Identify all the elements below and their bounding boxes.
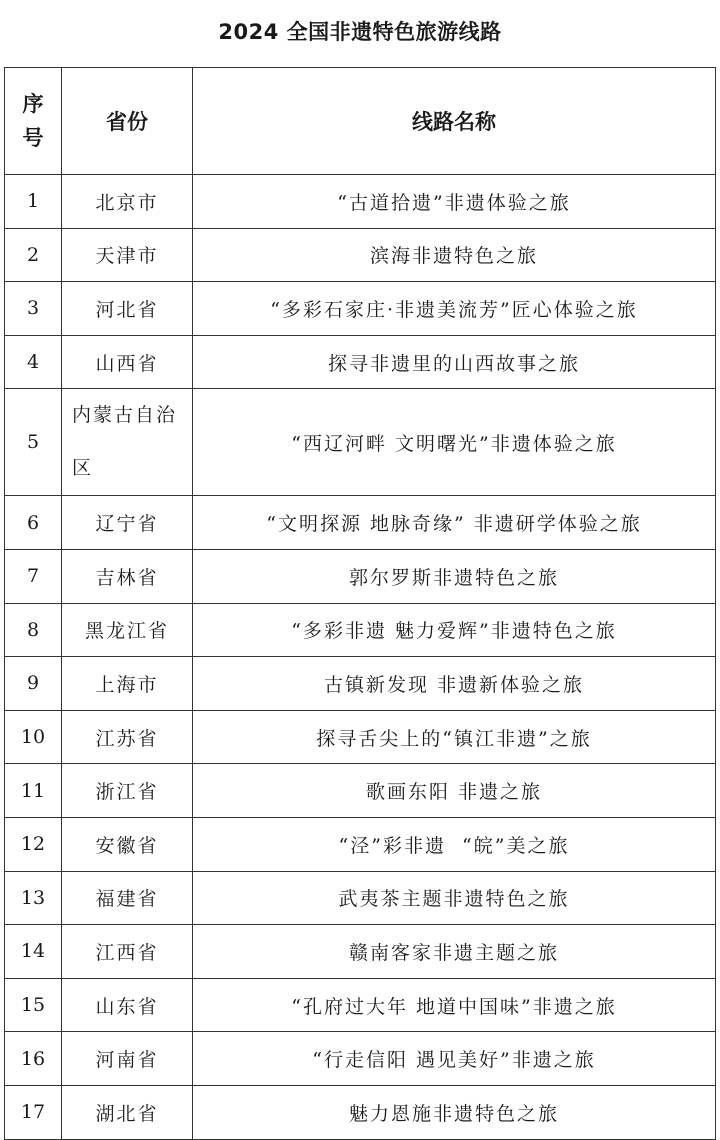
row-route-name: 古镇新发现 非遗新体验之旅 [193, 657, 716, 711]
row-province: 安徽省 [62, 817, 193, 871]
table-row [5, 228, 716, 282]
row-province: 黑龙江省 [62, 603, 193, 657]
row-route-name: 歌画东阳 非遗之旅 [193, 764, 716, 818]
header-province: 省份 [62, 68, 193, 175]
row-province: 江西省 [62, 925, 193, 979]
row-number: 16 [5, 1032, 62, 1086]
row-number: 13 [5, 871, 62, 925]
table-row [5, 657, 716, 711]
row-province: 河北省 [62, 282, 193, 336]
table-row [5, 710, 716, 764]
row-province: 山西省 [62, 335, 193, 389]
table-row [5, 871, 716, 925]
row-number: 17 [5, 1085, 62, 1139]
row-route-name: 魅力恩施非遗特色之旅 [193, 1085, 716, 1139]
row-number: 7 [5, 549, 62, 603]
table-row [5, 175, 716, 229]
table-row [5, 496, 716, 550]
table-row [5, 925, 716, 979]
row-route-name: 赣南客家非遗主题之旅 [193, 925, 716, 979]
row-province: 山东省 [62, 978, 193, 1032]
header-serial-number-line1: 序 [22, 92, 44, 116]
row-province: 天津市 [62, 228, 193, 282]
table-row [5, 603, 716, 657]
header-serial-number-line2: 号 [22, 126, 44, 150]
row-province: 浙江省 [62, 764, 193, 818]
row-route-name: 探寻舌尖上的“镇江非遗”之旅 [193, 710, 716, 764]
table-row [5, 764, 716, 818]
row-province: 上海市 [62, 657, 193, 711]
row-number: 10 [5, 710, 62, 764]
row-number: 5 [5, 389, 62, 496]
table-row [5, 817, 716, 871]
row-number: 4 [5, 335, 62, 389]
row-province: 福建省 [62, 871, 193, 925]
row-route-name: “古道拾遗”非遗体验之旅 [193, 175, 716, 229]
table-header-row [5, 68, 716, 175]
header-route-name: 线路名称 [193, 68, 716, 175]
row-number: 12 [5, 817, 62, 871]
table-row [5, 549, 716, 603]
row-route-name: 武夷茶主题非遗特色之旅 [193, 871, 716, 925]
row-route-name: “文明探源 地脉奇缘” 非遗研学体验之旅 [193, 496, 716, 550]
row-number: 11 [5, 764, 62, 818]
row-number: 1 [5, 175, 62, 229]
row-route-name: 滨海非遗特色之旅 [193, 228, 716, 282]
row-route-name: “西辽河畔 文明曙光”非遗体验之旅 [193, 389, 716, 496]
row-number: 14 [5, 925, 62, 979]
row-province: 辽宁省 [62, 496, 193, 550]
table-row [5, 282, 716, 336]
table-row [5, 335, 716, 389]
row-route-name: “孔府过大年 地道中国味”非遗之旅 [193, 978, 716, 1032]
table-row [5, 1032, 716, 1086]
row-number: 2 [5, 228, 62, 282]
row-route-name: “行走信阳 遇见美好”非遗之旅 [193, 1032, 716, 1086]
row-number: 9 [5, 657, 62, 711]
row-province: 湖北省 [62, 1085, 193, 1139]
row-province: 河南省 [62, 1032, 193, 1086]
row-number: 6 [5, 496, 62, 550]
table-row [5, 978, 716, 1032]
row-province: 吉林省 [62, 549, 193, 603]
table-row [5, 389, 716, 496]
row-route-name: 探寻非遗里的山西故事之旅 [193, 335, 716, 389]
page-title: 2024 全国非遗特色旅游线路 [218, 20, 502, 44]
row-number: 8 [5, 603, 62, 657]
row-province: 内蒙古自治区 [62, 389, 193, 496]
row-route-name: “多彩石家庄·非遗美流芳”匠心体验之旅 [193, 282, 716, 336]
route-table [4, 67, 716, 1140]
row-route-name: “泾”彩非遗 “皖”美之旅 [193, 817, 716, 871]
table-row [5, 1085, 716, 1139]
row-province: 北京市 [62, 175, 193, 229]
row-number: 15 [5, 978, 62, 1032]
row-province: 江苏省 [62, 710, 193, 764]
row-number: 3 [5, 282, 62, 336]
row-route-name: “多彩非遗 魅力爱辉”非遗特色之旅 [193, 603, 716, 657]
row-route-name: 郭尔罗斯非遗特色之旅 [193, 549, 716, 603]
header-serial-number [5, 68, 62, 175]
